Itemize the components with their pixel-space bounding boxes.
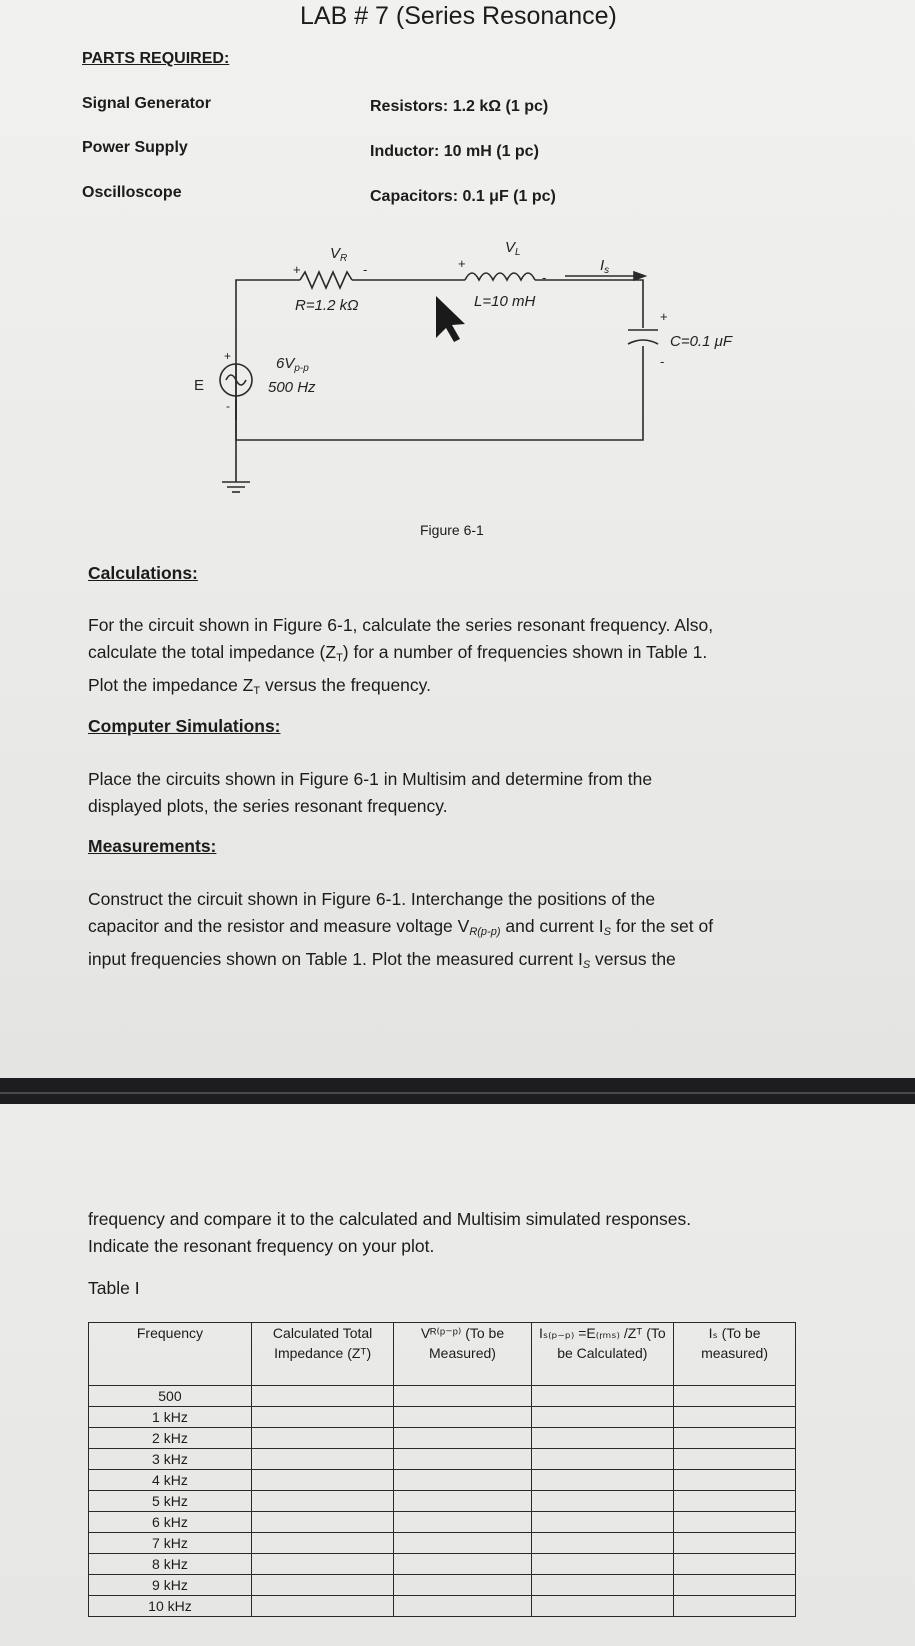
wire-l-to-c (535, 280, 643, 328)
empty-entry-cell[interactable] (394, 1428, 531, 1449)
frequency-cell: 1 kHz (89, 1407, 252, 1428)
empty-entry-cell[interactable] (251, 1449, 393, 1470)
empty-entry-cell[interactable] (394, 1554, 531, 1575)
empty-entry-cell[interactable] (531, 1407, 673, 1428)
empty-entry-cell[interactable] (674, 1533, 796, 1554)
empty-entry-cell[interactable] (674, 1575, 796, 1596)
empty-entry-cell[interactable] (251, 1470, 393, 1491)
frequency-cell: 2 kHz (89, 1428, 252, 1449)
frequency-cell: 6 kHz (89, 1512, 252, 1533)
empty-entry-cell[interactable] (674, 1491, 796, 1512)
table-row (89, 1533, 796, 1554)
page-title: LAB # 7 (Series Resonance) (300, 2, 617, 30)
empty-entry-cell[interactable] (531, 1596, 673, 1617)
parts-right-1: Resistors: 1.2 kΩ (1 pc) (370, 98, 549, 115)
vr-label: $V_R$ (330, 245, 348, 264)
empty-entry-cell[interactable] (531, 1449, 673, 1470)
frequency-cell: 5 kHz (89, 1491, 252, 1512)
table-row (89, 1449, 796, 1470)
empty-entry-cell[interactable] (251, 1512, 393, 1533)
header-frequency: Frequency (89, 1323, 252, 1386)
cap-minus: - (660, 354, 665, 369)
empty-entry-cell[interactable] (251, 1554, 393, 1575)
empty-entry-cell[interactable] (251, 1533, 393, 1554)
empty-entry-cell[interactable] (394, 1470, 531, 1491)
cap-plus: + (660, 309, 668, 324)
meas-line-2: capacitor and the resistor and measure voltage $V_{R(p-p)}$ and current $I_S$ for the set of (88, 916, 714, 938)
empty-entry-cell[interactable] (394, 1386, 531, 1407)
table-row (89, 1575, 796, 1596)
simulations-paragraph (88, 766, 818, 820)
sim-line-1: Place the circuits shown in Figure 6-1 in Multisim and determine from the (88, 769, 653, 789)
frequency-cell: 500 (89, 1386, 252, 1407)
current-arrow-head (634, 272, 645, 280)
results-table (88, 1322, 796, 1617)
empty-entry-cell[interactable] (674, 1470, 796, 1491)
table-row (89, 1554, 796, 1575)
frequency-cell: 8 kHz (89, 1554, 252, 1575)
empty-entry-cell[interactable] (394, 1449, 531, 1470)
vl-label: $V_L$ (505, 239, 521, 258)
empty-entry-cell[interactable] (531, 1491, 673, 1512)
vr-minus: - (363, 262, 368, 277)
table-row (89, 1491, 796, 1512)
parts-right-3: Capacitors: 0.1 μF (1 pc) (370, 188, 556, 205)
vl-minus: - (542, 270, 547, 285)
meas-line-1: Construct the circuit shown in Figure 6-1. Interchange the positions of the (88, 889, 656, 909)
capacitor-plate-bottom (628, 340, 658, 344)
table-header-row (89, 1323, 796, 1386)
empty-entry-cell[interactable] (674, 1596, 796, 1617)
frequency-cell: 4 kHz (89, 1470, 252, 1491)
source-minus: - (226, 399, 230, 413)
continuation-paragraph (88, 1206, 818, 1260)
table-row (89, 1512, 796, 1533)
meas-line-3: input frequencies shown on Table 1. Plot the measured current $I_S$ versus the (88, 949, 676, 971)
source-name: E (194, 377, 205, 394)
header-is-calc: Iₛ₍ₚ₋ₚ₎ =E₍ᵣₘₛ₎ /Zᵀ (To be Calculated) (531, 1323, 673, 1386)
frequency-cell: 9 kHz (89, 1575, 252, 1596)
calc-line-3: Plot the impedance $Z_T$ versus the frequency. (88, 675, 431, 697)
frequency-cell: 7 kHz (89, 1533, 252, 1554)
parts-left-2: Power Supply (82, 139, 188, 156)
parts-right-2: Inductor: 10 mH (1 pc) (370, 143, 539, 160)
cont-line-2: Indicate the resonant frequency on your plot. (88, 1236, 435, 1256)
parts-left-3: Oscilloscope (82, 184, 182, 201)
measurements-heading: Measurements: (88, 836, 217, 856)
calc-line-2: calculate the total impedance $(Z_T)$ for a number of frequencies shown in Table 1. (88, 642, 708, 664)
source-frequency: 500 Hz (268, 379, 316, 396)
empty-entry-cell[interactable] (674, 1512, 796, 1533)
calculations-heading: Calculations: (88, 563, 198, 583)
empty-entry-cell[interactable] (251, 1428, 393, 1449)
empty-entry-cell[interactable] (394, 1512, 531, 1533)
table-row (89, 1386, 796, 1407)
empty-entry-cell[interactable] (394, 1575, 531, 1596)
is-label: $I_s$ (600, 257, 610, 276)
frequency-cell: 10 kHz (89, 1596, 252, 1617)
table-row (89, 1428, 796, 1449)
empty-entry-cell[interactable] (251, 1491, 393, 1512)
empty-entry-cell[interactable] (394, 1407, 531, 1428)
empty-entry-cell[interactable] (251, 1407, 393, 1428)
empty-entry-cell[interactable] (674, 1407, 796, 1428)
measurements-paragraph (88, 886, 818, 979)
sim-line-2: displayed plots, the series resonant frequency. (88, 796, 448, 816)
cursor-icon (436, 296, 465, 342)
empty-entry-cell[interactable] (251, 1575, 393, 1596)
empty-entry-cell[interactable] (531, 1554, 673, 1575)
wire-left-top (236, 280, 300, 420)
header-is-meas: Iₛ (To be measured) (674, 1323, 796, 1386)
empty-entry-cell[interactable] (251, 1386, 393, 1407)
frequency-cell: 3 kHz (89, 1449, 252, 1470)
empty-entry-cell[interactable] (674, 1428, 796, 1449)
calculations-paragraph (88, 612, 818, 705)
vr-plus: + (293, 262, 301, 277)
empty-entry-cell[interactable] (251, 1596, 393, 1617)
resistor-label: R=1.2 kΩ (295, 297, 359, 314)
empty-entry-cell[interactable] (531, 1386, 673, 1407)
simulations-heading: Computer Simulations: (88, 716, 281, 736)
empty-entry-cell[interactable] (674, 1386, 796, 1407)
source-plus: + (224, 349, 232, 363)
cont-line-1: frequency and compare it to the calculated and Multisim simulated responses. (88, 1209, 692, 1229)
parts-heading: PARTS REQUIRED: (82, 50, 230, 67)
empty-entry-cell[interactable] (394, 1533, 531, 1554)
header-impedance: Calculated Total Impedance (Zᵀ) (251, 1323, 393, 1386)
inductor-symbol (465, 273, 535, 280)
empty-entry-cell[interactable] (674, 1554, 796, 1575)
parts-left-1: Signal Generator (82, 95, 211, 112)
header-vr: Vᴿ⁽ᵖ⁻ᵖ⁾ (To be Measured) (394, 1323, 531, 1386)
empty-entry-cell[interactable] (531, 1428, 673, 1449)
table-row (89, 1407, 796, 1428)
calc-line-1: For the circuit shown in Figure 6-1, calculate the series resonant frequency. Also, (88, 615, 714, 635)
empty-entry-cell[interactable] (531, 1470, 673, 1491)
resistor-symbol (300, 272, 352, 288)
empty-entry-cell[interactable] (674, 1449, 796, 1470)
empty-entry-cell[interactable] (394, 1596, 531, 1617)
page-divider (0, 1078, 915, 1104)
empty-entry-cell[interactable] (531, 1512, 673, 1533)
table-label: Table I (88, 1278, 140, 1298)
capacitor-label: C=0.1 μF (670, 333, 732, 350)
figure-caption: Figure 6-1 (420, 522, 484, 538)
table-row (89, 1596, 796, 1617)
table-row (89, 1470, 796, 1491)
inductor-label: L=10 mH (474, 293, 536, 310)
empty-entry-cell[interactable] (394, 1491, 531, 1512)
empty-entry-cell[interactable] (531, 1533, 673, 1554)
source-voltage: $6V_{p-p}$ (276, 355, 309, 374)
circuit-diagram (0, 0, 915, 520)
empty-entry-cell[interactable] (531, 1575, 673, 1596)
vl-plus: + (458, 256, 466, 271)
